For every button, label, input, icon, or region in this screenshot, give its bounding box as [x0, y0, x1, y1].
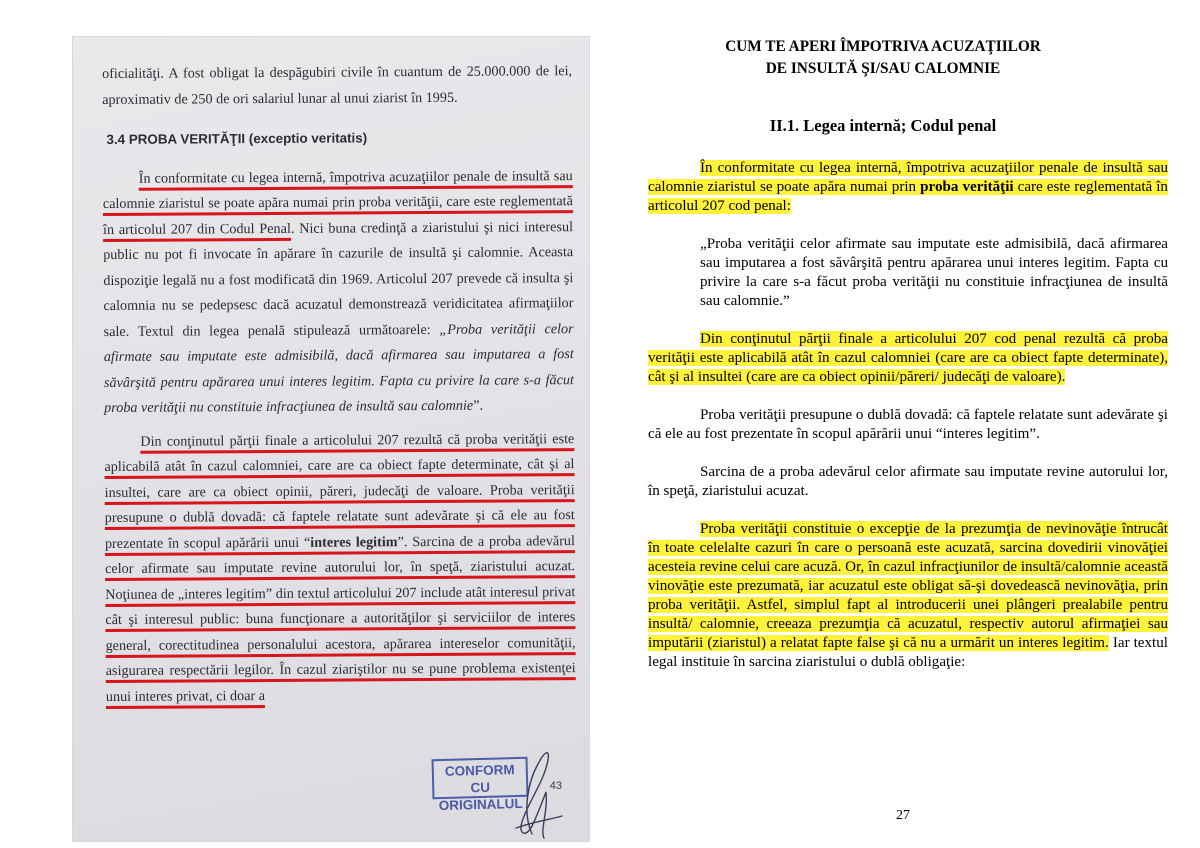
- signature-icon: [492, 742, 572, 842]
- paragraph-text: ”.: [473, 397, 484, 414]
- right-page-number: 27: [896, 808, 910, 823]
- right-paragraph-2: [648, 330, 1168, 387]
- stamp-line-1: CONFORM CU: [444, 762, 515, 796]
- right-paragraph-3: Proba verităţii presupune o dublă dovadă: că faptele relatate sunt adevărate şi că ele au fost prezentate în scopul apărării unui “interes legitim”.: [648, 407, 1168, 442]
- right-paragraph-4: Sarcina de a proba adevărul celor afirmate sau imputate revine autorului lor, în speţă, ziaristului acuzat.: [648, 464, 1168, 499]
- left-page-photo: [72, 36, 590, 842]
- right-law-quote: [648, 235, 1168, 311]
- paragraph-text: . Nici buna credinţă a ziaristului şi nici interesul public nu pot fi invocate în apărare în cazurile de insultă şi calomnie. Aceasta dispoziţie legală nu a fost modificată din 1969. Articolul 207 prevede că insulta şi calomnia nu se pedepsesc dacă acuzatul demonstrează veridicitatea afirmaţiilor sale. Textul din legea penală stipulează următoarele:: [103, 218, 574, 340]
- underlined-text: ”. Sarcina de a proba adevărul celor afirmate sau imputate revine autorului lor, în speţă, ziaristului acuzat. Noţiunea de „interes legitim” din textul articolului 207 include atât interesul privat cât şi interesul public: buna funcţionare a autorităţilor şi serviciilor de interes general, corectitudinea personalului acestora, apărarea intereselor comunităţii, asigurarea respectării legilor. În cazul ziariştilor nu se pune problema existenţei unui interes privat, ci doar a: [105, 533, 576, 709]
- highlighted-text: În conformitate cu legea internă, împotriva acuzaţiilor penale de insultă sau calomnie ziaristul se poate apăra numai prin: [648, 160, 1168, 195]
- left-intro-paragraph: oficialităţi. A fost obligat la despăgubiri civile în cuantum de 25.000.000 de lei, aproximativ de 250 de ori salariul lunar al unui ziarist în 1995.: [102, 63, 573, 108]
- quote-text: „Proba verităţii celor afirmate sau imputate este admisibilă, dacă afirmarea sau imputarea a fost săvârşită pentru apărarea unui interes legitim. Fapta cu privire la care s-a făcut proba verităţii nu constituie infracţiunea de insultă sau calomnie.”: [700, 236, 1168, 309]
- left-page-number: 43: [549, 780, 562, 792]
- highlighted-text: Proba verităţii constituie o excepţie de la prezumţia de nevinovăţie întrucât în toate celelalte cazuri în care o persoană este acuzată, sarcina dovedirii vinovăţiei acesteia revine celui care acuză. Or, în cazul infracţiunilor de insultă/calomnie această vinovăţie este prezumată, iar acuzatul este obligat să-şi dovedească nevinovăţia, prin proba verităţii. Astfel, simplul fapt al introducerii unei plângeri prealabile pentru insultă/ calomnie, creeaza prezumţia că acuzatul, respectiv autorul afirmaţiei sau imputării (ziaristul) a relatat fapte false şi că nu a urmărit un interes legitim.: [648, 521, 1168, 651]
- right-paragraph-1: [648, 159, 1168, 216]
- underlined-bold-text: interes legitim: [310, 534, 397, 555]
- highlighted-text: Din conţinutul părţii finale a articolului 207 cod penal rezultă că proba verităţii este aplicabilă atât în cazul calomniei (care are ca obiect fapte determinate), cât şi al insultei (care are ca obiect opinii/păreri/ judecăţi de valoare).: [648, 331, 1168, 385]
- section-subtitle: II.1. Legea internă; Codul penal: [769, 116, 997, 135]
- left-page-text: [102, 59, 576, 710]
- quoted-law-text: „Proba verităţii celor afirmate sau imputate este admisibilă, dacă afirmarea sau imputarea a fost săvârşită pentru apărarea unui interes legitim. Fapta cu privire la care s-a făcut proba verităţii nu constituie infracţiunea de insultă sau calomnie: [103, 320, 574, 416]
- left-paragraph-2: [104, 427, 576, 710]
- stamp-line-2: ORIGINALUL: [438, 795, 523, 814]
- document-title-line-1: CUM TE APERI ÎMPOTRIVA ACUZAŢIILOR: [725, 38, 1041, 55]
- underlined-text: Din conţinutul părţii finale a articolului 207 rezultă că proba verităţii este aplicabilă atât în cazul calomniei, care are ca obiect fapte determinate, cât şi al insultei, care are ca obiect opinii, păreri, judecăţi de valoare. Proba verităţii presupune o dublă dovadă: că faptele relatate sunt adevărate şi că ele au fost prezentate în scopul apărării unui “: [104, 431, 574, 556]
- document-title-line-2: DE INSULTĂ ŞI/SAU CALOMNIE: [765, 60, 1001, 77]
- paragraph-text: Iar textul legal instituie în sarcina ziaristului o dublă obligaţie:: [648, 635, 1168, 670]
- left-paragraph-1: [103, 164, 575, 422]
- right-page-document: [648, 36, 1168, 848]
- highlighted-text: care este reglementată în articolul 207 cod penal:: [648, 179, 1168, 214]
- right-paragraph-5: [648, 520, 1168, 672]
- highlighted-bold-text: proba verităţii: [920, 179, 1014, 195]
- underlined-text: În conformitate cu legea internă, împotriva acuzaţiilor penale de insultă sau calomnie ziaristul se poate apăra numai prin proba verităţii, care este reglementată în articolul 207 din Codul Penal: [103, 168, 573, 242]
- left-section-heading: 3.4 PROBA VERITĂŢII (exceptio veritatis): [106, 130, 368, 147]
